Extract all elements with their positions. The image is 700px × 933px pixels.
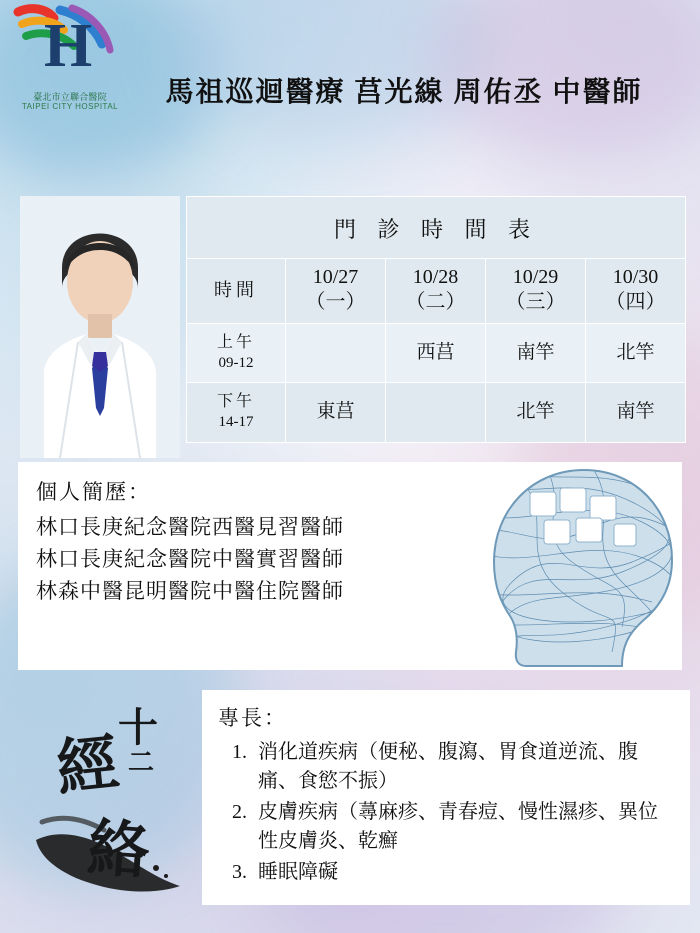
schedule-title: 門 診 時 間 表 xyxy=(187,197,686,259)
specialty-title: 專長： xyxy=(218,706,287,730)
calligraphy-char-3: 絡 xyxy=(85,814,152,888)
cell-afternoon-2: 北竿 xyxy=(486,383,586,442)
cell-afternoon-3: 南竿 xyxy=(585,383,685,442)
calligraphy-graphic xyxy=(30,690,200,910)
cell-morning-1: 西莒 xyxy=(386,324,486,383)
biography-text xyxy=(18,462,682,622)
biography-line-2: 林森中醫昆明醫院中醫住院醫師 xyxy=(36,578,344,603)
list-item: 2. 皮膚疾病（蕁麻疹、青春痘、慢性濕疹、異位性皮膚炎、乾癬 xyxy=(252,798,674,856)
table-row-title xyxy=(187,197,686,259)
page-title: 馬祖巡迴醫療 莒光線 周佑丞 中醫師 xyxy=(165,77,643,108)
calligraphy-char-1: 二 xyxy=(128,748,155,777)
header xyxy=(0,0,700,140)
period-name-afternoon: 下午 xyxy=(217,393,256,411)
day-date-0: 10/27 xyxy=(312,266,359,288)
cell-afternoon-1 xyxy=(386,383,486,442)
doctor-photo xyxy=(20,196,180,458)
cell-afternoon-0: 東莒 xyxy=(286,383,386,442)
period-name-morning: 上午 xyxy=(217,334,256,351)
day-weekday-1: （二） xyxy=(405,291,466,313)
day-weekday-3: （四） xyxy=(605,291,666,313)
day-weekday-2: （三） xyxy=(505,291,566,313)
period-label-afternoon xyxy=(187,383,286,442)
hospital-logo xyxy=(10,4,120,124)
logo-name-en: TAIPEI CITY HOSPITAL xyxy=(21,102,119,112)
cell-morning-0 xyxy=(286,324,386,383)
day-weekday-0: （一） xyxy=(305,291,366,313)
table-row-afternoon xyxy=(187,383,686,442)
biography-line-1: 林口長庚紀念醫院中醫實習醫師 xyxy=(36,546,344,571)
time-column-header: 時間 xyxy=(187,259,286,324)
day-date-2: 10/29 xyxy=(512,266,559,288)
calligraphy-char-0: 十 xyxy=(118,705,158,750)
day-header-1 xyxy=(386,259,486,324)
cell-morning-2: 南竿 xyxy=(486,324,586,383)
day-date-3: 10/30 xyxy=(612,266,659,288)
logo-caption xyxy=(18,92,122,112)
calligraphy-char-2: 經 xyxy=(53,729,123,805)
biography-panel xyxy=(18,462,682,670)
specialty-panel xyxy=(202,690,690,905)
logo-name-zh: 臺北市立聯合醫院 xyxy=(33,92,107,102)
list-item: 3. 睡眠障礙 xyxy=(252,858,674,887)
period-hours-morning: 09-12 xyxy=(218,354,254,371)
period-hours-afternoon: 14-17 xyxy=(218,414,254,431)
day-date-1: 10/28 xyxy=(412,266,459,288)
day-header-3 xyxy=(585,259,685,324)
biography-line-0: 林口長庚紀念醫院西醫見習醫師 xyxy=(36,515,344,539)
biography-title: 個人簡歷： xyxy=(36,480,151,504)
table-row-morning xyxy=(187,324,686,383)
day-header-0 xyxy=(286,259,386,324)
day-header-2 xyxy=(486,259,586,324)
period-label-morning xyxy=(187,324,286,383)
table-row-header xyxy=(187,259,686,324)
clinic-schedule-table xyxy=(186,196,686,443)
svg-text:H: H xyxy=(44,12,93,80)
list-item: 1. 消化道疾病（便秘、腹瀉、胃食道逆流、腹痛、食慾不振） xyxy=(252,738,674,796)
specialty-list xyxy=(218,738,674,887)
cell-morning-3: 北竿 xyxy=(585,324,685,383)
